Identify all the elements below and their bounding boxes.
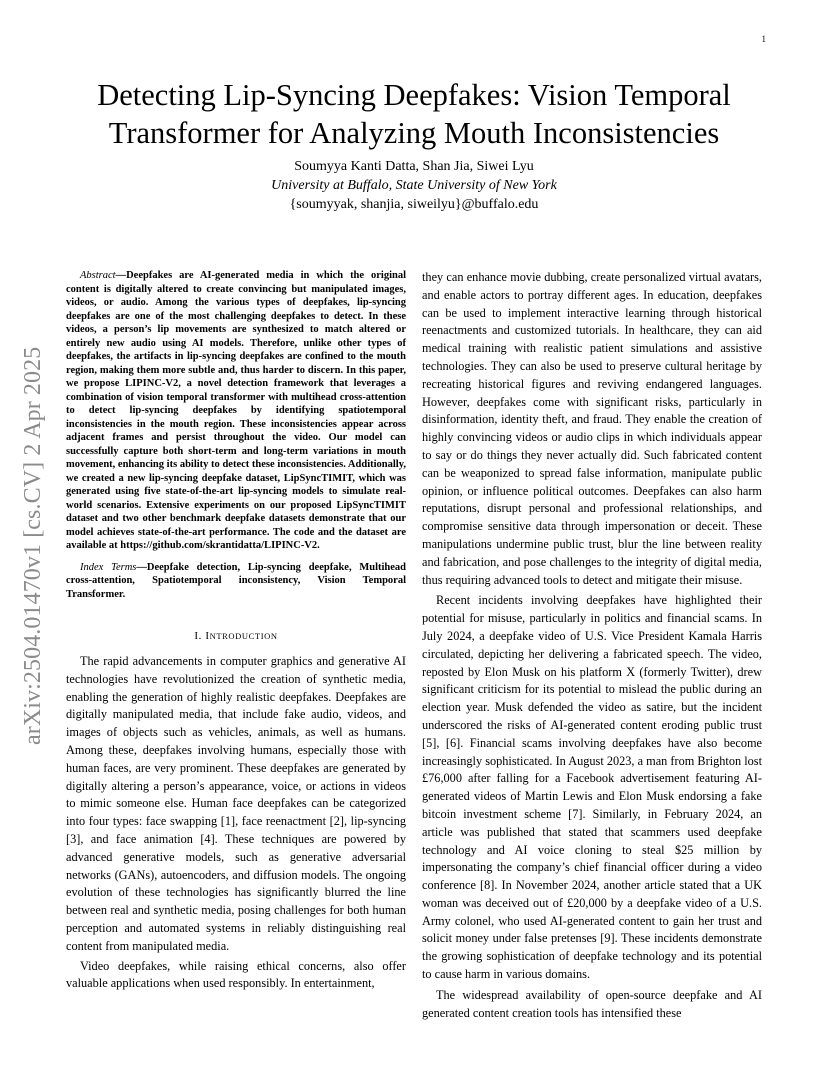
- paper-title: [0, 76, 828, 152]
- index-terms-text: —Deepfake detection, Lip-syncing deepfake, Multihead cross-attention, Spatiotemporal inconsistency, Vision Temporal Transformer.: [66, 561, 407, 600]
- section-heading: I. INTRODUCTION: [194, 630, 278, 642]
- author-block: [0, 157, 828, 214]
- left-column: [66, 269, 406, 993]
- body-paragraph: Video deepfakes, while raising ethical concerns, also offer valuable applications when used responsibly. In entertainment,: [66, 958, 406, 991]
- body-paragraph: The rapid advancements in computer graphics and generative AI technologies have revolutionized the creation of synthetic media, enabling the generation of highly realistic deepfakes. Deepfakes are digitally manipulated media, that include fake audio, videos, and images of objects such as vehicles, animals, as well as humans. Among these, deepfakes involving humans, especially those with human faces, are very prominent. These deepfakes are generated by digitally altering a person’s appearance, voice, or actions in videos to mimic someone else. Human face deepfakes can be categorized into four types: face swapping [1], face reenactment [2], lip-syncing [3], and face animation [4]. These techniques are powered by advanced generative models, such as generative adversarial networks (GANs), autoencoders, and diffusion models. The ongoing evolution of these technologies has significantly blurred the line between real and synthetic media, posing challenges for both human perception and automated systems in reliably distinguishing real content from manipulated media.: [66, 654, 406, 953]
- abstract: [66, 269, 406, 553]
- body-paragraph: The widespread availability of open-source deepfake and AI generated content creation tools has intensified these: [422, 987, 762, 1020]
- arxiv-identifier: arXiv:2504.01470v1 [cs.CV] 2 Apr 2025: [20, 346, 46, 745]
- title-line: Transformer for Analyzing Mouth Inconsistencies: [108, 116, 720, 150]
- abstract-label: Abstract: [80, 270, 116, 281]
- abstract-text: —Deepfakes are AI-generated media in which the original content is digitally altered to create convincing but manipulated images, videos, or audio. Among the various types of deepfakes, lip-syncing deepfakes are one of the most challenging deepfakes to detect. In these videos, a person’s lip movements are synthesized to match altered or entirely new audio using AI models. Therefore, unlike other types of deepfakes, the artifacts in lip-syncing deepfakes are confined to the mouth region, making them more subtle and, thus harder to discern. In this paper, we propose LIPINC-V2, a novel detection framework that leverages a combination of vision temporal transformer with multihead cross-attention to detect lip-syncing deepfakes by identifying spatiotemporal inconsistencies in the mouth region. These inconsistencies appear across adjacent frames and persist throughout the video. Our model can successfully capture both short-term and long-term variations in mouth movement, enhancing its ability to detect these inconsistencies. Additionally, we created a new lip-syncing deepfake dataset, LipSyncTIMIT, which was generated using five state-of-the-art lip-syncing models to simulate real-world scenarios. Extensive experiments on our proposed LipSyncTIMIT dataset and two other benchmark deepfake datasets demonstrate that our model achieves state-of-the-art performance. The code and the dataset are available at https://github.com/skrantidatta/LIPINC-V2.: [66, 270, 406, 551]
- email: {soumyyak, shanjia, siweilyu}@buffalo.edu: [289, 197, 539, 212]
- title-line: Detecting Lip-Syncing Deepfakes: Vision Temporal: [97, 78, 731, 112]
- body-paragraph: Recent incidents involving deepfakes have highlighted their potential for misuse, particularly in politics and financial scams. In July 2024, a deepfake video of U.S. Vice President Kamala Harris circulated, depicting her delivering a fabricated speech. The video, reposted by Elon Musk on his platform X (formerly Twitter), drew significant criticism for its potential to mislead the public during an election year. Musk defended the video as satire, but the incident underscored the risks of AI-generated content eroding public trust [5], [6]. Financial scams involving deepfakes have also become increasingly sophisticated. In August 2023, a man from Brighton lost £76,000 after falling for a Facebook advertisement featuring AI-generated videos of Martin Lewis and Elon Musk endorsing a fake bitcoin investment scheme [7]. Similarly, in February 2024, an article was published that stated that scammers used deepfake technology and AI voice cloning to steal $25 million by impersonating the company’s chief financial officer during a video conference [8]. In November 2024, another article stated that a UK woman was deceived out of £20,000 by a deepfake video of a U.S. Army colonel, who used AI-generated content to gain her trust and solicit money under false pretenses [9]. These incidents demonstrate the growing sophistication of deepfake technology and its potential to cause harm in various domains.: [422, 593, 762, 982]
- page-number: 1: [761, 34, 766, 44]
- index-terms-label: Index Terms: [80, 561, 137, 573]
- index-terms: [66, 561, 406, 602]
- affiliation: University at Buffalo, State University of New York: [271, 178, 557, 193]
- body-paragraph: they can enhance movie dubbing, create personalized virtual avatars, and enable actors to portray different ages. In education, deepfakes can be used to implement interactive learning through historical reenactments and customized tutorials. In healthcare, they can aid medical training with realistic patient simulations and assistive technologies. They can also be used to preserve cultural heritage by recreating historical figures and reviving endangered languages. However, deepfakes come with significant risks, particularly in disinformation, identity theft, and fraud. They enable the creation of highly convincing videos or audio clips in which individuals appear to say or do things they never actually did. Such fabricated content can be weaponized to spread false information, manipulate public opinion, or influence political outcomes. Deepfakes can also harm reputations, disrupt personal and professional relationships, and compromise sensitive data through impersonation or deceit. These manipulations undermine public trust, blur the line between reality and fabrication, and pose challenges to the integrity of digital media, thus requiring advanced tools to detect and mitigate their misuse.: [422, 270, 762, 587]
- authors: Soumyya Kanti Datta, Shan Jia, Siwei Lyu: [294, 159, 534, 174]
- right-column: [422, 269, 762, 1022]
